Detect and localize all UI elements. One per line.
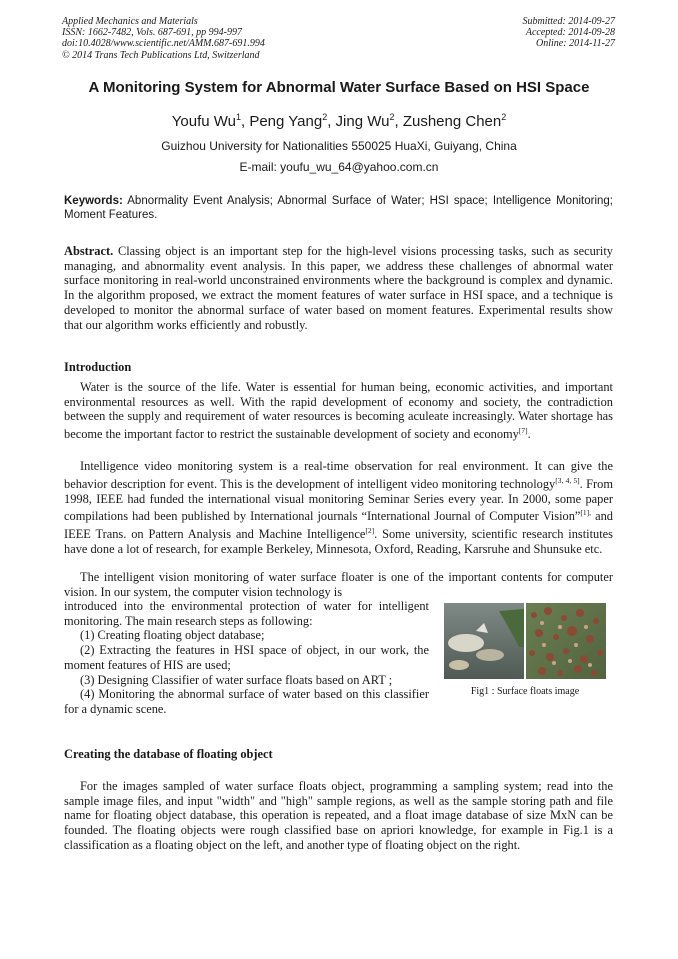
figure-caption: Fig1 : Surface floats image (470, 686, 580, 697)
author-affil-sup: 1 (235, 112, 241, 122)
introduction-heading: Introduction (64, 360, 132, 374)
intro-paragraph-3-continued (64, 599, 429, 717)
paragraph-text: . From 1998, IEEE had funded the international visual monitoring Seminar Series every year. In 2000, some paper compilations had been published by International journals “International Journal of Computer Vision” (64, 476, 614, 524)
paragraph-text: . Some university, scientific research institutes have done a lot of research, for example Berkeley, Minnesota, Oxford, Reading, Karsruhe and Shunsuke etc. (64, 527, 613, 556)
author-separator: , (327, 113, 336, 130)
doi-line[interactable]: doi:10.4028/www.scientific.net/AMM.687-691.994 (62, 38, 265, 50)
paragraph-text: Intelligence video monitoring system is a real-time observation for real environment. It can give the behavior description for event. This is the development of intelligent video monitoring technology (64, 459, 613, 491)
submitted-date: Submitted: 2014-09-27 (522, 16, 615, 27)
author-name: Youfu Wu (171, 113, 236, 130)
intro-paragraph-1 (64, 380, 613, 442)
paragraph-text: introduced into the environmental protection of water for intelligent monitoring. The main research steps as following: (64, 599, 429, 628)
citation[interactable]: [3, 4, 5] (555, 475, 580, 485)
copyright-line: © 2014 Trans Tech Publications Ltd, Switzerland (62, 49, 260, 61)
abstract (64, 244, 613, 332)
citation[interactable]: [7] (518, 426, 528, 436)
keywords-label: Keywords: (64, 195, 123, 207)
research-step (64, 643, 429, 672)
dates-header (523, 16, 616, 50)
database-heading: Creating the database of floating object (64, 747, 273, 761)
paper-title: A Monitoring System for Abnormal Water Surface Based on HSI Space (88, 79, 590, 96)
database-paragraph (64, 779, 613, 853)
citation[interactable]: [2] (365, 526, 375, 536)
author-email[interactable]: E-mail: youfu_wu_64@yahoo.com.cn (239, 160, 439, 174)
research-step (64, 673, 429, 688)
right-photo-water (526, 603, 606, 679)
online-date: Online: 2014-11-27 (536, 38, 615, 50)
issn-line: ISSN: 1662-7482, Vols. 687-691, pp 994-997 (62, 27, 242, 39)
affiliation: Guizhou University for Nationalities 550025 HuaXi, Guiyang, China (161, 139, 517, 153)
paragraph-text: and IEEE Trans. on Pattern Analysis and Machine Intelligence (64, 509, 613, 542)
step-text: (1) Creating floating object database; (80, 628, 265, 643)
paragraph-text: Water is the source of the life. Water is essential for human being, economic activities, and important environmental resources as well. With the rapid development of economy and society, the contradiction between the supply and requirement of water resources is becoming aculeate increasingly. Water shortage has become the important factor to restrict the sustainable development of society and economy (64, 380, 613, 442)
step-text: (4) Monitoring the abnormal surface of water based on this classifier for a dynamic scene. (64, 687, 429, 716)
author-name: Peng Yang (249, 113, 323, 130)
keywords (64, 194, 613, 222)
author-affil-sup: 2 (389, 112, 395, 122)
left-photo-float (448, 634, 484, 652)
intro-paragraph-2 (64, 459, 613, 557)
author-list (0, 112, 678, 130)
left-photo-float (449, 660, 469, 670)
journal-name: Applied Mechanics and Materials (62, 16, 198, 27)
intro-paragraph-3 (64, 570, 613, 599)
step-text: (2) Extracting the features in HSI space of object, in our work, the moment features of HIS are used; (64, 643, 429, 672)
accepted-date: Accepted: 2014-09-28 (525, 27, 615, 39)
surface-floats-figure (444, 603, 606, 679)
citation[interactable]: [1], (580, 508, 592, 518)
paragraph-text: . (527, 427, 531, 442)
research-step (64, 628, 429, 643)
research-step (64, 687, 429, 716)
author-separator: , (240, 113, 250, 130)
author-separator: , (394, 113, 403, 130)
paragraph-text: The intelligent vision monitoring of water surface floater is one of the important contents for computer vision. In our system, the computer vision technology is (64, 570, 613, 599)
keywords-text: Abnormality Event Analysis; Abnormal Surface of Water; HSI space; Intelligence Monitoring; Moment Features. (64, 195, 613, 221)
step-text: (3) Designing Classifier of water surface floats based on ART ; (80, 672, 393, 687)
left-photo-float (476, 649, 504, 661)
abstract-text: Classing object is an important step for the high-level visions processing tasks, such as security managing, and abnormality event analysis. In this paper, we address these challenges of abnormal water surface monitoring in real-world unconstrained environments where the background is complex and dynamic. In the algorithm proposed, we extract the moment features of water surface in HSI space, and a technique is developed to monitor the abnormal surface of water based on moment features. Experimental results show that our algorithm works efficiently and robustly. (64, 244, 613, 332)
journal-header (62, 16, 265, 61)
author-affil-sup: 2 (501, 112, 507, 122)
abstract-label: Abstract. (64, 244, 114, 258)
author-affil-sup: 2 (322, 112, 328, 122)
author-name: Jing Wu (335, 113, 390, 130)
author-name: Zusheng Chen (402, 113, 502, 130)
paragraph-text: For the images sampled of water surface floats object, programming a sampling system; read into the sample image files, and input "width" and "high" sample regions, as well as the sample storing path and file name for floating object database, this operation is repeated, and a float image database of size MxN can be founded. The floating objects were rough classified base on apriori knowledge, for example in Fig.1 is a classification as a floating object on the left, and another type of floating object on the right. (64, 779, 613, 852)
surface-floats-image (444, 603, 606, 679)
